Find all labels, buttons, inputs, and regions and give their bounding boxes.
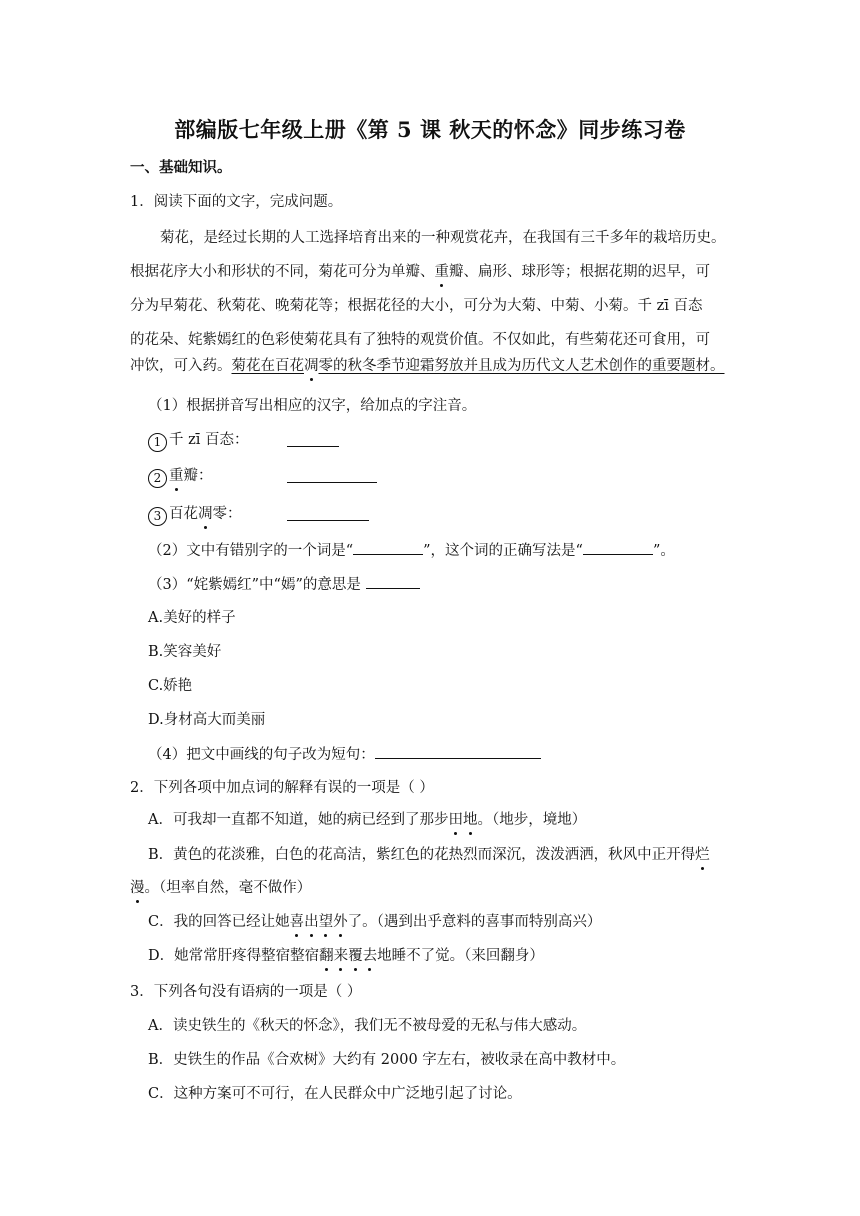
- dotted-char: 重: [169, 468, 184, 484]
- answer-blank[interactable]: [287, 506, 369, 521]
- circled-number: 2: [148, 469, 167, 488]
- answer-blank[interactable]: [375, 744, 541, 759]
- dotted-char: 覆: [348, 948, 363, 964]
- q1-sub2: （2）文中有错别字的一个词是“ ”，这个词的正确写法是“ ”。: [148, 540, 675, 561]
- answer-blank[interactable]: [287, 432, 339, 447]
- dotted-char: 出: [304, 914, 319, 930]
- dotted-char: 外: [333, 914, 348, 930]
- q2-option-a: A．可我却一直都不知道，她的病已经到了那步田地。（地步，境地）: [148, 812, 587, 828]
- option-c: C.娇艳: [148, 678, 193, 694]
- answer-blank[interactable]: [353, 540, 423, 555]
- q3-option-c: C．这种方案可不可行，在人民群众中广泛地引起了讨论。: [148, 1086, 522, 1102]
- q1-item-3: 3 百花凋零：: [148, 504, 242, 526]
- option-a: A.美好的样子: [148, 610, 236, 626]
- q1-stem: 1．阅读下面的文字，完成问题。: [130, 194, 343, 210]
- page-title: 部编版七年级上册《第 5 课 秋天的怀念》同步练习卷: [174, 117, 686, 142]
- q2-option-c: C．我的回答已经让她喜出望外了。（遇到出乎意料的喜事而特别高兴）: [148, 914, 602, 930]
- dotted-char: 翻: [319, 948, 334, 964]
- passage-line-3: 分为早菊花、秋菊花、晚菊花等；根据花径的大小，可分为大菊、中菊、小菊。千 zī 百态: [130, 298, 703, 314]
- q3-option-a: A．读史铁生的《秋天的怀念》，我们无不被母爱的无私与伟大感动。: [148, 1018, 587, 1034]
- q2-stem: 2．下列各项中加点词的解释有误的一项是（ ）: [130, 780, 434, 796]
- q3-stem: 3．下列各句没有语病的一项是（ ）: [130, 984, 362, 1000]
- answer-blank[interactable]: [287, 468, 377, 483]
- section-heading: 一、基础知识。: [130, 159, 232, 176]
- option-b: B.笑容美好: [148, 644, 222, 660]
- q1-sub1: （1）根据拼音写出相应的汉字，给加点的字注音。: [148, 398, 477, 414]
- dotted-char: 凋: [198, 506, 213, 522]
- passage-line-2: 根据花序大小和形状的不同，菊花可分为单瓣、重瓣、扁形、球形等；根据花期的迟早，可: [130, 264, 710, 280]
- dotted-char: 重: [434, 264, 449, 280]
- dotted-char: 喜: [289, 914, 305, 930]
- dotted-char: 烂: [695, 847, 710, 863]
- dotted-char: 凋: [304, 358, 319, 374]
- q1-sub3: （3）“姹紫嫣红”中“嫣”的意思是: [148, 574, 420, 595]
- answer-blank[interactable]: [366, 574, 420, 589]
- answer-blank[interactable]: [583, 540, 653, 555]
- q1-item-1: 1 千 zī 百态：: [148, 430, 249, 452]
- passage-line-5: 冲饮，可入药。菊花在百花凋零的秋冬季节迎霜努放并且成为历代文人艺术创作的重要题材。: [130, 358, 725, 374]
- passage-line-4: 的花朵、姹紫嫣红的色彩使菊花具有了独特的观赏价值。不仅如此，有些菊花还可食用，可: [130, 332, 710, 348]
- dotted-char: 去: [362, 948, 378, 964]
- dotted-char: 来: [333, 948, 349, 964]
- q2-option-b-line1: B．黄色的花淡雅，白色的花高洁，紫红色的花热烈而深沉，泼泼洒洒，秋风中正开得烂: [148, 847, 710, 863]
- circled-number: 3: [148, 507, 167, 526]
- q2-option-b-line2: 漫。（坦率自然，毫不做作）: [130, 880, 312, 896]
- option-d: D.身材高大而美丽: [148, 712, 266, 728]
- passage-line-1: 菊花，是经过长期的人工选择培育出来的一种观赏花卉，在我国有三千多年的栽培历史。: [160, 230, 726, 246]
- dotted-char: 田: [448, 812, 463, 828]
- dotted-char: 漫: [130, 880, 145, 896]
- underlined-sentence: 菊花在百花凋零的秋冬季节迎霜努放并且成为历代文人艺术创作的重要题材。: [231, 358, 725, 374]
- circled-number: 1: [148, 433, 167, 452]
- dotted-char: 望: [318, 914, 334, 930]
- q3-option-b: B．史铁生的作品《合欢树》大约有 2000 字左右，被收录在高中教材中。: [148, 1052, 626, 1068]
- dotted-char: 地: [462, 812, 478, 828]
- q1-item-2: 2 重瓣：: [148, 466, 213, 488]
- q2-option-d: D．她常常肝疼得整宿整宿翻来覆去地睡不了觉。（来回翻身）: [148, 948, 544, 964]
- q1-sub4: （4）把文中画线的句子改为短句：: [148, 744, 541, 765]
